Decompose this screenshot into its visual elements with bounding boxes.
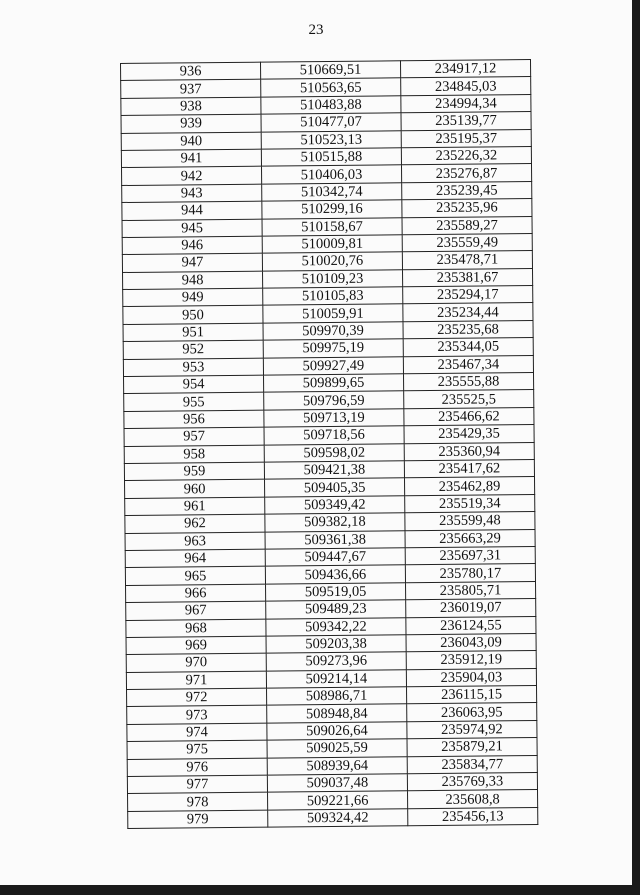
y-coordinate-cell: 235226,32: [401, 147, 531, 166]
y-coordinate-cell: 234845,03: [401, 77, 531, 96]
point-number-cell: 946: [122, 236, 262, 255]
x-coordinate-cell: 510669,51: [260, 61, 400, 80]
coordinates-table-wrapper: [120, 59, 537, 829]
point-number-cell: 949: [123, 288, 263, 307]
x-coordinate-cell: 509718,56: [264, 426, 404, 445]
point-number-cell: 951: [123, 323, 263, 342]
y-coordinate-cell: 235478,71: [402, 251, 532, 270]
y-coordinate-cell: 236115,15: [407, 686, 537, 705]
x-coordinate-cell: 510342,74: [262, 183, 402, 202]
x-coordinate-cell: 510406,03: [261, 165, 401, 184]
y-coordinate-cell: 235834,77: [407, 755, 537, 774]
point-number-cell: 940: [121, 132, 261, 151]
y-coordinate-cell: 235904,03: [406, 668, 536, 687]
y-coordinate-cell: 235599,48: [405, 512, 535, 531]
y-coordinate-cell: 235663,29: [405, 529, 535, 548]
y-coordinate-cell: 235780,17: [405, 564, 535, 583]
x-coordinate-cell: 510299,16: [262, 200, 402, 219]
y-coordinate-cell: 235974,92: [407, 720, 537, 739]
x-coordinate-cell: 510059,91: [263, 304, 403, 323]
point-number-cell: 960: [125, 480, 265, 499]
y-coordinate-cell: 235429,35: [404, 425, 534, 444]
point-number-cell: 969: [126, 636, 266, 655]
y-coordinate-cell: 235276,87: [401, 164, 531, 183]
x-coordinate-cell: 509598,02: [264, 443, 404, 462]
x-coordinate-cell: 510483,88: [261, 96, 401, 115]
point-number-cell: 956: [124, 410, 264, 429]
y-coordinate-cell: 235466,62: [404, 407, 534, 426]
y-coordinate-cell: 235235,68: [403, 320, 533, 339]
x-coordinate-cell: 509405,35: [265, 478, 405, 497]
point-number-cell: 952: [123, 340, 263, 359]
y-coordinate-cell: 235467,34: [403, 355, 533, 374]
x-coordinate-cell: 510105,83: [263, 287, 403, 306]
y-coordinate-cell: 235235,96: [402, 199, 532, 218]
x-coordinate-cell: 510477,07: [261, 113, 401, 132]
y-coordinate-cell: 235381,67: [402, 268, 532, 287]
point-number-cell: 971: [126, 671, 266, 690]
point-number-cell: 955: [124, 393, 264, 412]
point-number-cell: 973: [127, 706, 267, 725]
point-number-cell: 937: [121, 80, 261, 99]
point-number-cell: 959: [124, 462, 264, 481]
y-coordinate-cell: 235589,27: [402, 216, 532, 235]
y-coordinate-cell: 235234,44: [403, 303, 533, 322]
x-coordinate-cell: 509796,59: [264, 391, 404, 410]
x-coordinate-cell: 509975,19: [263, 339, 403, 358]
y-coordinate-cell: 234994,34: [401, 94, 531, 113]
x-coordinate-cell: 509927,49: [263, 356, 403, 375]
point-number-cell: 948: [123, 271, 263, 290]
y-coordinate-cell: 236063,95: [407, 703, 537, 722]
y-coordinate-cell: 236124,55: [406, 616, 536, 635]
x-coordinate-cell: 510563,65: [261, 78, 401, 97]
point-number-cell: 972: [127, 688, 267, 707]
point-number-cell: 962: [125, 514, 265, 533]
x-coordinate-cell: 509026,64: [267, 722, 407, 741]
x-coordinate-cell: 510158,67: [262, 217, 402, 236]
page-number: 23: [308, 22, 324, 38]
x-coordinate-cell: 509025,59: [267, 739, 407, 758]
x-coordinate-cell: 509489,23: [266, 600, 406, 619]
x-coordinate-cell: 509214,14: [266, 669, 406, 688]
x-coordinate-cell: 509436,66: [265, 565, 405, 584]
x-coordinate-cell: 509899,65: [264, 374, 404, 393]
point-number-cell: 957: [124, 427, 264, 446]
point-number-cell: 958: [124, 445, 264, 464]
point-number-cell: 954: [124, 375, 264, 394]
point-number-cell: 965: [125, 566, 265, 585]
point-number-cell: 978: [128, 793, 268, 812]
y-coordinate-cell: 235462,89: [404, 477, 534, 496]
point-number-cell: 942: [122, 166, 262, 185]
point-number-cell: 977: [127, 775, 267, 794]
x-coordinate-cell: 509713,19: [264, 409, 404, 428]
point-number-cell: 953: [123, 358, 263, 377]
point-number-cell: 961: [125, 497, 265, 516]
y-coordinate-cell: 236043,09: [406, 633, 536, 652]
point-number-cell: 943: [122, 184, 262, 203]
x-coordinate-cell: 509273,96: [266, 652, 406, 671]
y-coordinate-cell: 235608,8: [408, 790, 538, 809]
point-number-cell: 975: [127, 740, 267, 759]
point-number-cell: 944: [122, 201, 262, 220]
x-coordinate-cell: 510009,81: [262, 235, 402, 254]
x-coordinate-cell: 509349,42: [265, 496, 405, 515]
x-coordinate-cell: 509970,39: [263, 322, 403, 341]
point-number-cell: 950: [123, 306, 263, 325]
x-coordinate-cell: 509421,38: [264, 461, 404, 480]
y-coordinate-cell: 235805,71: [405, 581, 535, 600]
y-coordinate-cell: 235139,77: [401, 112, 531, 131]
y-coordinate-cell: 235360,94: [404, 442, 534, 461]
y-coordinate-cell: 235525,5: [404, 390, 534, 409]
x-coordinate-cell: 510523,13: [261, 130, 401, 149]
coordinates-table: [120, 59, 538, 829]
y-coordinate-cell: 235912,19: [406, 651, 536, 670]
point-number-cell: 966: [126, 584, 266, 603]
point-number-cell: 970: [126, 653, 266, 672]
x-coordinate-cell: 510109,23: [263, 269, 403, 288]
x-coordinate-cell: 508939,64: [267, 756, 407, 775]
point-number-cell: 963: [125, 532, 265, 551]
x-coordinate-cell: 509361,38: [265, 530, 405, 549]
y-coordinate-cell: 235417,62: [404, 460, 534, 479]
point-number-cell: 941: [121, 149, 261, 168]
point-number-cell: 945: [122, 219, 262, 238]
point-number-cell: 976: [127, 758, 267, 777]
point-number-cell: 968: [126, 619, 266, 638]
y-coordinate-cell: 235519,34: [405, 494, 535, 513]
x-coordinate-cell: 508948,84: [267, 704, 407, 723]
coordinates-table-body: [121, 60, 538, 829]
y-coordinate-cell: 235195,37: [401, 129, 531, 148]
point-number-cell: 964: [125, 549, 265, 568]
y-coordinate-cell: 235555,88: [403, 373, 533, 392]
point-number-cell: 936: [121, 62, 261, 81]
x-coordinate-cell: 509221,66: [268, 791, 408, 810]
y-coordinate-cell: 235344,05: [403, 338, 533, 357]
point-number-cell: 967: [126, 601, 266, 620]
x-coordinate-cell: 509324,42: [268, 809, 408, 828]
x-coordinate-cell: 509037,48: [267, 774, 407, 793]
x-coordinate-cell: 509519,05: [266, 583, 406, 602]
x-coordinate-cell: 510515,88: [261, 148, 401, 167]
y-coordinate-cell: 235294,17: [403, 286, 533, 305]
x-coordinate-cell: 509382,18: [265, 513, 405, 532]
point-number-cell: 974: [127, 723, 267, 742]
point-number-cell: 938: [121, 97, 261, 116]
table-row: [128, 807, 538, 828]
y-coordinate-cell: 234917,12: [400, 60, 530, 79]
point-number-cell: 939: [121, 114, 261, 133]
y-coordinate-cell: 235559,49: [402, 233, 532, 252]
x-coordinate-cell: 509447,67: [265, 548, 405, 567]
x-coordinate-cell: 508986,71: [267, 687, 407, 706]
y-coordinate-cell: 235879,21: [407, 738, 537, 757]
y-coordinate-cell: 235239,45: [402, 181, 532, 200]
x-coordinate-cell: 509203,38: [266, 635, 406, 654]
point-number-cell: 947: [122, 253, 262, 272]
y-coordinate-cell: 235697,31: [405, 546, 535, 565]
y-coordinate-cell: 236019,07: [406, 599, 536, 618]
x-coordinate-cell: 509342,22: [266, 617, 406, 636]
y-coordinate-cell: 235456,13: [408, 807, 538, 826]
point-number-cell: 979: [128, 810, 268, 829]
y-coordinate-cell: 235769,33: [407, 773, 537, 792]
x-coordinate-cell: 510020,76: [262, 252, 402, 271]
